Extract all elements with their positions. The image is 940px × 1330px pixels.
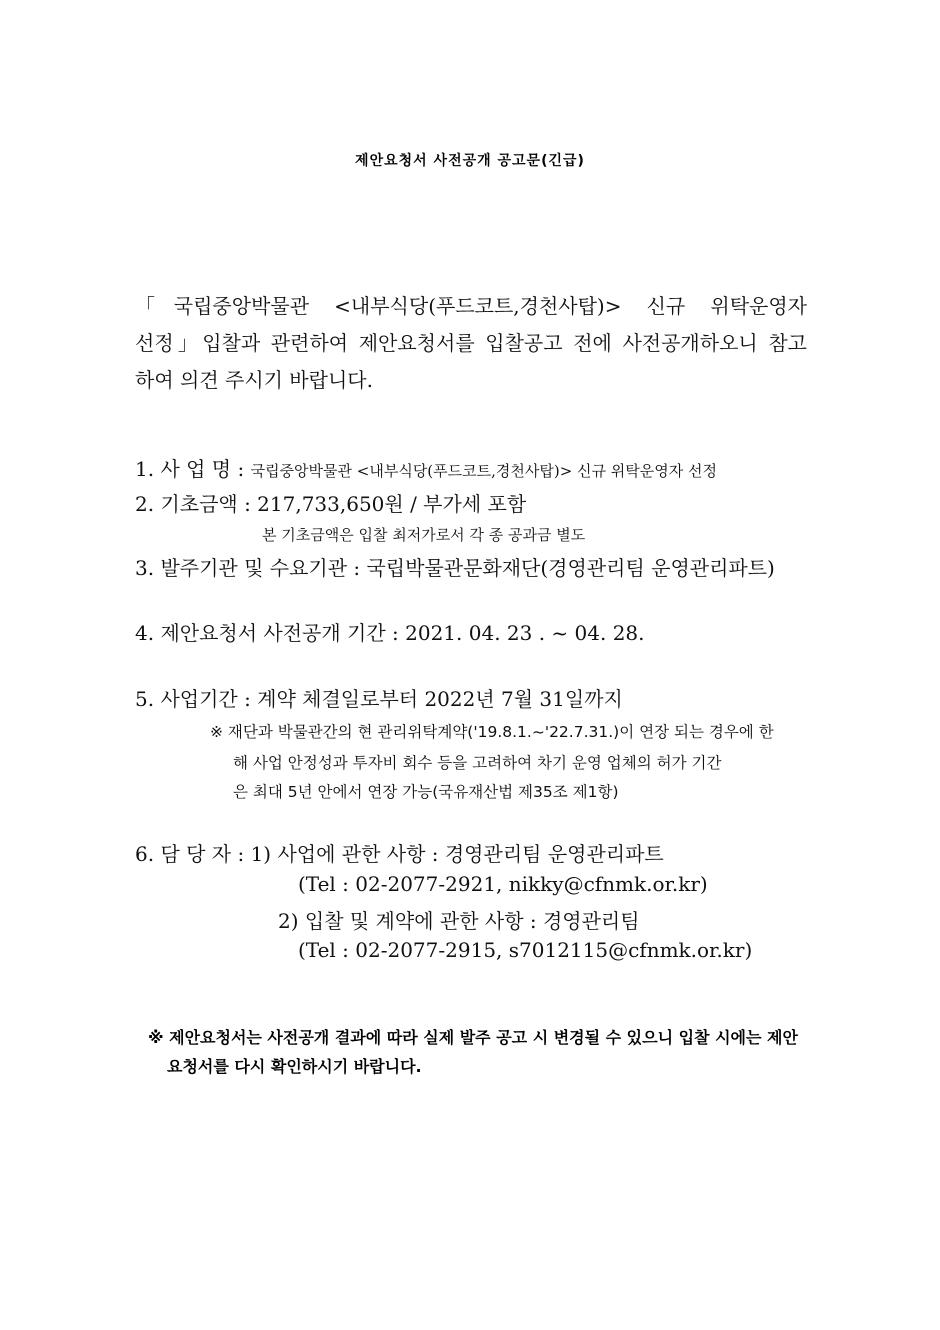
intro-line-3: 하여 의견 주시기 바랍니다.: [135, 368, 373, 392]
item-6-line-3: 2) 입찰 및 계약에 관한 사항 : 경영관리팀: [278, 909, 640, 933]
item-5-note-1: ※ 재단과 박물관간의 현 관리위탁계약('19.8.1.~'22.7.31.)이 연장 되는 경우에 한: [210, 723, 774, 741]
intro-line-1: 「국립중앙박물관 <내부식당(푸드코트,경천사탑)> 신규 위탁운영자: [135, 294, 807, 318]
item-2-note: 본 기초금액은 입찰 최저가로서 각 종 공과금 별도: [262, 526, 586, 544]
footer-note-line-2: 요청서를 다시 확인하시기 바랍니다.: [167, 1057, 422, 1076]
intro-line-2: 선정」입찰과 관련하여 제안요청서를 입찰공고 전에 사전공개하오니 참고: [135, 331, 807, 355]
item-1-value: 국립중앙박물관 <내부식당(푸드코트,경천사탑)> 신규 위탁운영자 선정: [250, 462, 717, 480]
item-5-note-2: 해 사업 안정성과 투자비 회수 등을 고려하여 차기 운영 업체의 허가 기간: [233, 754, 722, 772]
item-1: [135, 453, 717, 482]
item-5: 5. 사업기간 : 계약 체결일로부터 2022년 7월 31일까지: [135, 687, 623, 711]
item-6-contact-1: (Tel : 02-2077-2921, nikky@cfnmk.or.kr): [298, 872, 708, 896]
item-4: 4. 제안요청서 사전공개 기간 : 2021. 04. 23 . ~ 04. 28.: [135, 621, 645, 645]
item-1-label: 1. 사 업 명 :: [135, 457, 245, 481]
item-2: 2. 기초금액 : 217,733,650원 / 부가세 포함: [135, 492, 527, 516]
page-title: 제안요청서 사전공개 공고문(긴급): [355, 153, 585, 169]
item-6-contact-2: (Tel : 02-2077-2915, s7012115@cfnmk.or.kr): [298, 938, 753, 962]
item-6-line-1: 6. 담 당 자 : 1) 사업에 관한 사항 : 경영관리팀 운영관리파트: [135, 842, 664, 866]
item-5-note-3: 은 최대 5년 안에서 연장 가능(국유재산법 제35조 제1항): [233, 783, 619, 801]
footer-note-line-1: ※ 제안요청서는 사전공개 결과에 따라 실제 발주 공고 시 변경될 수 있으니 입찰 시에는 제안: [148, 1028, 798, 1047]
item-3: 3. 발주기관 및 수요기관 : 국립박물관문화재단(경영관리팀 운영관리파트): [135, 556, 775, 580]
